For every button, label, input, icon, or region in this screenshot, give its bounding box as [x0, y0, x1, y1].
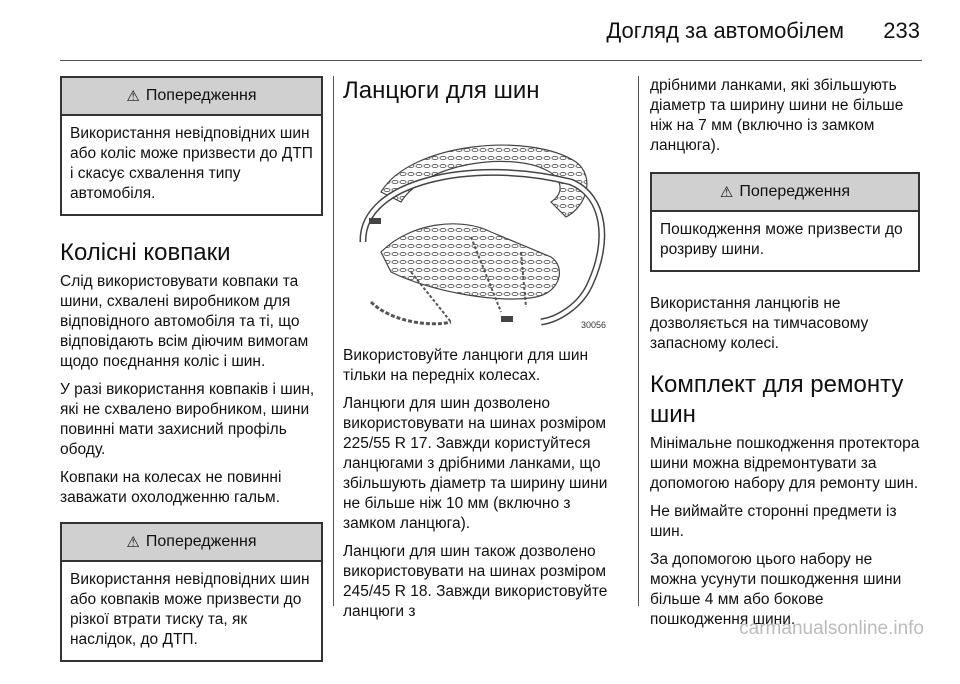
warning-box — [60, 522, 323, 662]
paragraph: Використовуйте ланцюги для шин тільки на передніх колесах. — [343, 347, 589, 384]
warning-text: Пошкодження може призвести до розриву шини. — [660, 221, 903, 258]
paragraph: За допомогою цього набору не можна усунути пошкодження шини більше 4 мм або бокове пошкодження шини. — [650, 551, 902, 628]
warning-header — [62, 78, 321, 116]
warning-box — [650, 172, 920, 272]
warning-title: Попередження — [145, 87, 257, 104]
paragraph: Мінімальне пошкодження протектора шини можна відремонтувати за допомогою набору для ремонту шин. — [650, 435, 920, 492]
section-heading-tyre-repair-kit: Комплект для ремонту шин — [650, 371, 904, 428]
paragraph: У разі використання ковпаків і шин, які не схвалено виробником, шини повинні мати захисний профіль ободу. — [60, 381, 315, 458]
warning-header — [62, 524, 321, 562]
paragraph: дрібними ланками, які збільшують діаметр та ширину шини не більше ніж на 7 мм (включно із замком ланцюга). — [650, 77, 904, 154]
section-heading-wheel-covers: Колісні ковпаки — [60, 239, 231, 266]
paragraph: Ланцюги для шин також дозволено використовувати на шинах розміром 245/45 R 18. Завжди використовуйте ланцюги з — [343, 543, 608, 620]
watermark: carmanualsonline.info — [739, 618, 924, 639]
header-rule — [60, 60, 922, 61]
paragraph: Ланцюги для шин дозволено використовувати на шинах розміром 225/55 R 17. Завжди користуйтеся ланцюгами з дрібними ланками, що збільшують діаметр та ширину шини не більше ніж 10 мм (включно з замком ланцюга). — [343, 395, 608, 532]
running-header-title: Догляд за автомобілем — [606, 18, 844, 43]
paragraph: Не виймайте сторонні предмети із шин. — [650, 503, 897, 540]
column-left — [60, 76, 323, 684]
column-right — [650, 76, 920, 638]
warning-title: Попередження — [145, 533, 257, 550]
warning-triangle-icon: ⚠ — [126, 88, 140, 105]
paragraph: Використання ланцюгів не дозволяється на тимчасовому запасному колесі. — [650, 295, 869, 352]
warning-text: Використання невідповідних шин або коліс може призвести до ДТП і скасує схвалення типу автомобіля. — [70, 125, 313, 202]
column-divider — [333, 76, 334, 606]
warning-triangle-icon: ⚠ — [126, 534, 140, 551]
page-number: 233 — [883, 18, 920, 43]
warning-text: Використання невідповідних шин або ковпаків може призвести до різкої втрати тиску та, як наслідок, до ДТП. — [70, 571, 310, 648]
warning-box — [60, 76, 323, 216]
section-heading-snow-chains: Ланцюги для шин — [343, 77, 540, 104]
snow-chain-illustration — [351, 122, 611, 332]
column-divider — [638, 76, 639, 606]
column-middle — [343, 76, 623, 630]
paragraph: Ковпаки на колесах не повинні заважати охолодженню гальм. — [60, 469, 282, 506]
warning-title: Попередження — [739, 183, 851, 200]
warning-header — [652, 174, 918, 212]
warning-triangle-icon: ⚠ — [719, 184, 734, 201]
paragraph: Слід використовувати ковпаки та шини, схвалені виробником для відповідного автомобіля та ті, що відповідають всім діючим вимогам щодо поєднання коліс і шин. — [60, 273, 309, 370]
figure-number: 30056 — [580, 320, 606, 330]
